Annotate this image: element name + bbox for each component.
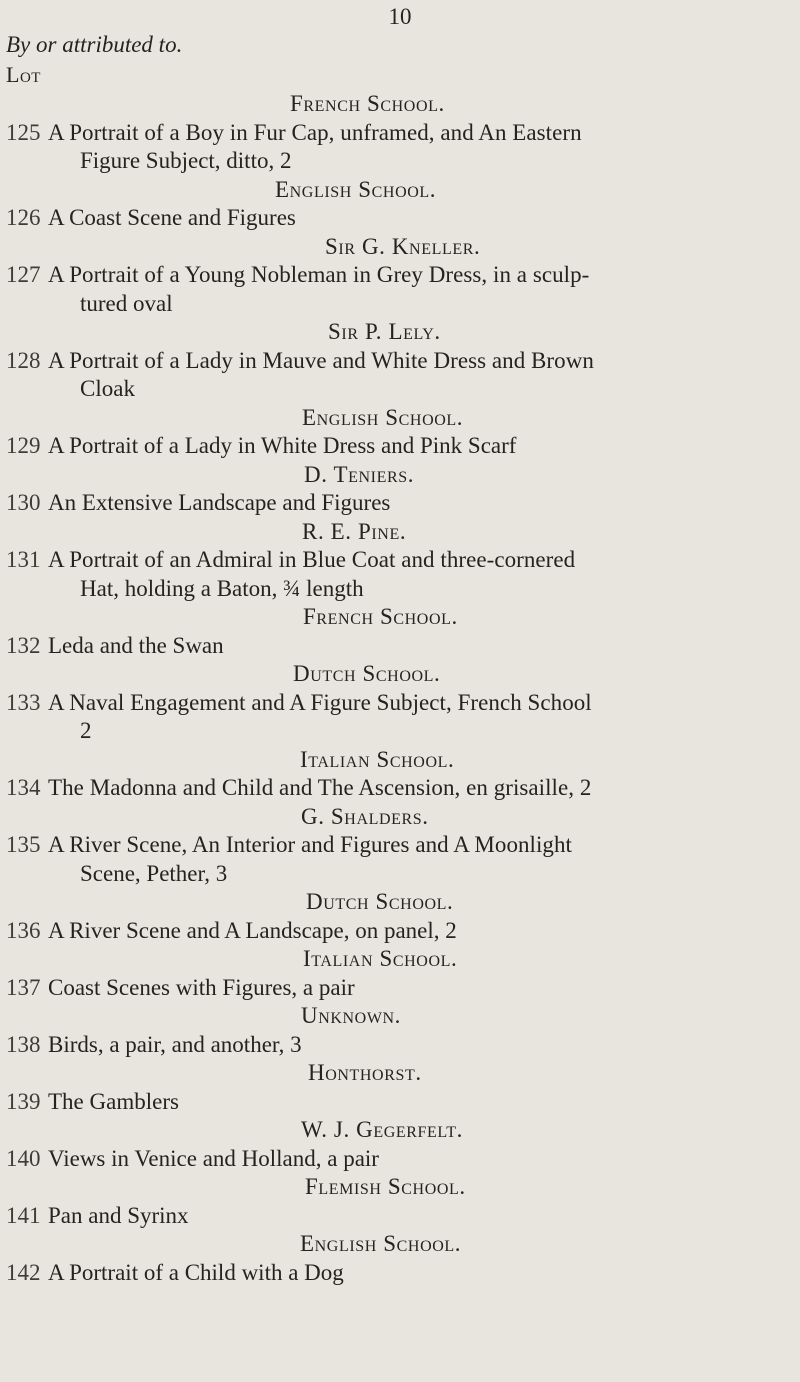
artist-line — [0, 90, 800, 119]
lot-description: A Coast Scene and Figures — [48, 205, 296, 230]
lot-description: A Portrait of a Lady in Mauve and White Dress and Brown — [48, 347, 594, 373]
lot-entry — [0, 1259, 800, 1288]
artist-line — [0, 318, 800, 347]
lot-number: 132 — [6, 632, 41, 658]
lot-description: Leda and the Swan — [48, 632, 224, 658]
lot-entry — [0, 1088, 800, 1117]
lot-number: 130 — [6, 490, 41, 515]
description-continuation — [0, 575, 800, 604]
catalogue-list — [0, 90, 800, 1287]
description-continuation — [0, 860, 800, 889]
artist-name: Italian School. — [303, 946, 458, 971]
lot-number: 134 — [6, 775, 41, 800]
lot-number: 129 — [6, 433, 41, 458]
lot-number: 141 — [6, 1202, 41, 1228]
page-number: 10 — [388, 4, 412, 29]
artist-line — [0, 603, 800, 632]
artist-name: Honthorst. — [308, 1060, 422, 1085]
lot-number: 126 — [6, 205, 41, 230]
lot-description-cont: 2 — [80, 718, 92, 743]
lot-entry — [0, 774, 800, 803]
artist-name: Dutch School. — [293, 661, 441, 686]
lot-description-cont: Hat, holding a Baton, ¾ length — [80, 575, 364, 601]
artist-line — [0, 461, 800, 490]
lot-description: The Madonna and Child and The Ascension, en grisaille, 2 — [48, 775, 592, 800]
lot-description: Birds, a pair, and another, 3 — [48, 1031, 302, 1057]
artist-name: English School. — [275, 176, 437, 202]
lot-number: 136 — [6, 917, 41, 943]
lot-entry — [0, 1031, 800, 1060]
artist-line — [0, 404, 800, 433]
artist-name: English School. — [300, 1231, 462, 1256]
lot-column-label: Lot — [6, 62, 41, 87]
lot-entry — [0, 261, 800, 290]
lot-entry — [0, 689, 800, 718]
lot-entry — [0, 831, 800, 860]
artist-line — [0, 1173, 800, 1202]
artist-line — [0, 176, 800, 205]
artist-line — [0, 803, 800, 832]
lot-entry — [0, 1145, 800, 1174]
lot-number: 127 — [6, 262, 41, 287]
artist-name: English School. — [302, 404, 464, 430]
artist-name: Sir P. Lely. — [328, 319, 441, 344]
artist-line — [0, 746, 800, 775]
artist-name: French School. — [290, 91, 445, 116]
description-continuation — [0, 717, 800, 746]
artist-line — [0, 1230, 800, 1259]
lot-description: A Portrait of an Admiral in Blue Coat and three-cornered — [48, 547, 576, 572]
lot-description: An Extensive Landscape and Figures — [48, 490, 391, 515]
artist-name: Unknown. — [301, 1003, 402, 1028]
artist-name: Dutch School. — [306, 889, 454, 914]
lot-number: 140 — [6, 1145, 41, 1171]
lot-description: A Naval Engagement and A Figure Subject, French School — [48, 689, 592, 715]
lot-number: 131 — [6, 547, 41, 572]
description-continuation — [0, 290, 800, 319]
artist-line — [0, 660, 800, 689]
lot-entry — [0, 1202, 800, 1231]
lot-description: A Portrait of a Boy in Fur Cap, unframed, and An Eastern — [48, 119, 582, 145]
description-continuation — [0, 375, 800, 404]
lot-entry — [0, 119, 800, 148]
lot-entry — [0, 632, 800, 661]
lot-entry — [0, 432, 800, 461]
artist-name: Sir G. Kneller. — [325, 233, 481, 259]
section-subheading: By or attributed to. — [6, 32, 183, 57]
lot-description-cont: Figure Subject, ditto, 2 — [80, 148, 292, 173]
artist-name: Italian School. — [300, 746, 455, 772]
lot-description: The Gamblers — [48, 1088, 179, 1114]
lot-entry — [0, 546, 800, 575]
lot-number: 138 — [6, 1031, 41, 1057]
lot-entry — [0, 204, 800, 233]
artist-line — [0, 1002, 800, 1031]
artist-name: R. E. Pine. — [302, 518, 407, 544]
lot-entry — [0, 347, 800, 376]
lot-description-cont: Cloak — [80, 376, 135, 401]
lot-description: Pan and Syrinx — [48, 1202, 189, 1228]
lot-number: 137 — [6, 974, 41, 1000]
artist-line — [0, 1116, 800, 1145]
description-continuation — [0, 147, 800, 176]
lot-number: 142 — [6, 1259, 41, 1285]
lot-description: Coast Scenes with Figures, a pair — [48, 974, 355, 1000]
lot-entry — [0, 974, 800, 1003]
artist-line — [0, 518, 800, 547]
artist-line — [0, 233, 800, 262]
lot-entry — [0, 489, 800, 518]
lot-entry — [0, 917, 800, 946]
artist-line — [0, 945, 800, 974]
artist-name: French School. — [303, 604, 458, 629]
lot-description-cont: Scene, Pether, 3 — [80, 860, 228, 886]
artist-line — [0, 1059, 800, 1088]
lot-description: A River Scene, An Interior and Figures and A Moonlight — [48, 832, 572, 857]
lot-number: 135 — [6, 832, 41, 857]
lot-description: A Portrait of a Young Nobleman in Grey Dress, in a sculp- — [48, 262, 590, 287]
lot-number: 133 — [6, 689, 41, 715]
artist-name: Flemish School. — [305, 1174, 466, 1199]
lot-description: Views in Venice and Holland, a pair — [48, 1145, 379, 1171]
lot-description: A Portrait of a Child with a Dog — [48, 1259, 344, 1285]
lot-number: 125 — [6, 119, 41, 145]
artist-name: G. Shalders. — [301, 803, 429, 829]
lot-description: A River Scene and A Landscape, on panel, 2 — [48, 917, 457, 943]
lot-description-cont: tured oval — [80, 290, 173, 316]
lot-description: A Portrait of a Lady in White Dress and Pink Scarf — [48, 433, 517, 458]
lot-number: 139 — [6, 1088, 41, 1114]
lot-number: 128 — [6, 347, 41, 373]
artist-name: D. Teniers. — [304, 461, 415, 487]
artist-name: W. J. Gegerfelt. — [301, 1117, 464, 1142]
artist-line — [0, 888, 800, 917]
